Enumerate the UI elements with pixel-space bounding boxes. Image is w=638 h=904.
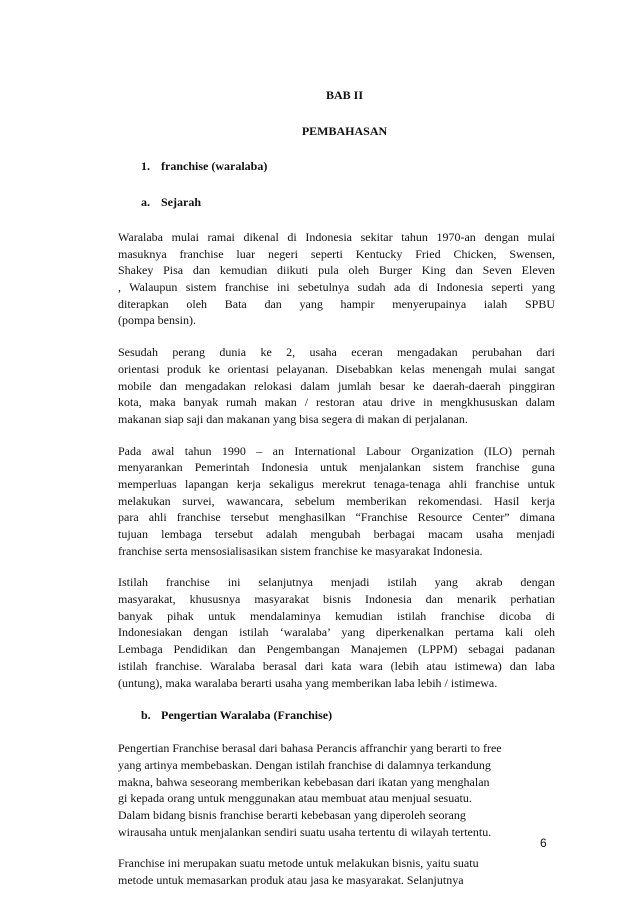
paragraph-line: Shakey Pisa dan kemudian diikuti pula oleh Burger King dan Seven Eleven	[118, 263, 555, 278]
paragraph-line: Dalam bidang bisnis franchise berarti kebebasan yang diperoleh seorang	[118, 807, 466, 822]
paragraph-line: istilah franchise. Waralaba berasal dari kata wara (lebih atau istimewa) dan laba	[118, 658, 555, 673]
page-number: 6	[540, 836, 547, 850]
heading-sejarah	[118, 195, 555, 209]
paragraph-line: gi kepada orang untuk menggunakan atau membuat atau menjual sesuatu.	[118, 791, 472, 806]
paragraph-line: yang artinya membebaskan. Dengan istilah franchise di dalamnya terkandung	[118, 757, 491, 772]
paragraph-line: tujuan lembaga tersebut adalah mengubah berbagai macam usaha menjadi	[118, 527, 555, 541]
paragraph-ilo	[118, 443, 555, 560]
paragraph-line: Waralaba mulai ramai dikenal di Indonesia sekitar tahun 1970-an dengan mulai	[118, 230, 555, 244]
heading-number: 1.	[141, 159, 150, 173]
paragraph-line: metode untuk memasarkan produk atau jasa ke masyarakat. Selanjutnya	[118, 873, 464, 887]
paragraph-line: Istilah franchise ini selanjutnya menjadi istilah yang akrab dengan	[118, 575, 555, 590]
heading-text: Pengertian Waralaba (Franchise)	[161, 708, 333, 723]
paragraph-istilah	[118, 574, 555, 691]
paragraph-line: Pada awal tahun 1990 – an International Labour Organization (ILO) pernah	[118, 443, 555, 458]
paragraph-line: mobile dan mengadakan relokasi dalam jumlah besar ke daerah-daerah pinggiran	[118, 378, 555, 393]
paragraph-line: franchise serta mensosialisasikan sistem franchise ke masyarakat Indonesia.	[118, 543, 483, 558]
paragraph-line: (untung), maka waralaba berarti usaha yang memberikan laba lebih / istimewa.	[118, 675, 498, 690]
paragraph-line: masyarakat, khususnya masyarakat bisnis Indonesia dan menarik perhatian	[118, 592, 555, 607]
paragraph-post-war	[118, 344, 555, 427]
paragraph-line: (pompa bensin).	[118, 313, 196, 328]
paragraph-pengertian	[118, 740, 555, 840]
paragraph-line: Indonesiakan dengan istilah ‘waralaba’ yang diperkenalkan pertama kali oleh	[118, 625, 555, 640]
paragraph-line: melakukan survei, wawancara, sebelum memberikan rekomendasi. Hasil kerja	[118, 493, 555, 508]
paragraph-line: Pengertian Franchise berasal dari bahasa Perancis affranchir yang berarti to free	[118, 741, 502, 756]
paragraph-line: diterapkan oleh Bata dan yang hampir menyerupainya ialah SPBU	[118, 296, 555, 311]
heading-text: Sejarah	[161, 195, 201, 209]
paragraph-line: menyarankan Pemerintah Indonesia untuk menjalankan sistem franchise guna	[118, 460, 555, 475]
paragraph-line: makna, bahwa seseorang memberikan kebebasan dari ikatan yang menghalan	[118, 774, 490, 789]
paragraph-line: Sesudah perang dunia ke 2, usaha eceran mengadakan perubahan dari	[118, 345, 555, 360]
heading-franchise	[118, 159, 555, 173]
paragraph-line: , Walaupun sistem franchise ini sebetulnya sudah ada di Indonesia seperti yang	[118, 280, 555, 295]
page-content	[118, 88, 555, 904]
heading-number: b.	[141, 708, 151, 723]
paragraph-line: makanan siap saji dan makanan yang bisa segera di makan di perjalanan.	[118, 411, 468, 426]
section-title: PEMBAHASAN	[301, 124, 388, 138]
paragraph-line: orientasi produk ke orientasi pelayanan. Disebabkan kelas menengah mulai sangat	[118, 361, 555, 376]
paragraph-line: wirausaha untuk menjalankan sendiri suatu usaha tertentu di wilayah tertentu.	[118, 824, 492, 839]
paragraph-line: masuknya franchise luar negeri seperti Kentucky Fried Chicken, Swensen,	[118, 246, 555, 261]
paragraph-line: kota, maka banyak rumah makan / restoran atau drive in mengkhususkan dalam	[118, 395, 555, 410]
chapter-title: BAB II	[325, 88, 363, 102]
paragraph-line: Lembaga Pendidikan dan Pengembangan Manajemen (LPPM) sebagai padanan	[118, 642, 555, 657]
paragraph-line: banyak pihak untuk mendalaminya kemudian istilah franchise dicoba di	[118, 608, 555, 623]
heading-number: a.	[141, 195, 150, 209]
paragraph-line: Franchise ini merupakan suatu metode untuk melakukan bisnis, yaitu suatu	[118, 856, 479, 871]
heading-text: franchise (waralaba)	[161, 159, 268, 173]
paragraph-metode	[118, 855, 555, 888]
heading-pengertian	[118, 708, 555, 722]
paragraph-sejarah-intro	[118, 229, 555, 329]
paragraph-line: para ahli franchise tersebut menghasilkan “Franchise Resource Center” dimana	[118, 510, 555, 525]
paragraph-line: memperluas lapangan kerja sekaligus merekrut tenaga-tenaga ahli franchise untuk	[118, 476, 555, 491]
